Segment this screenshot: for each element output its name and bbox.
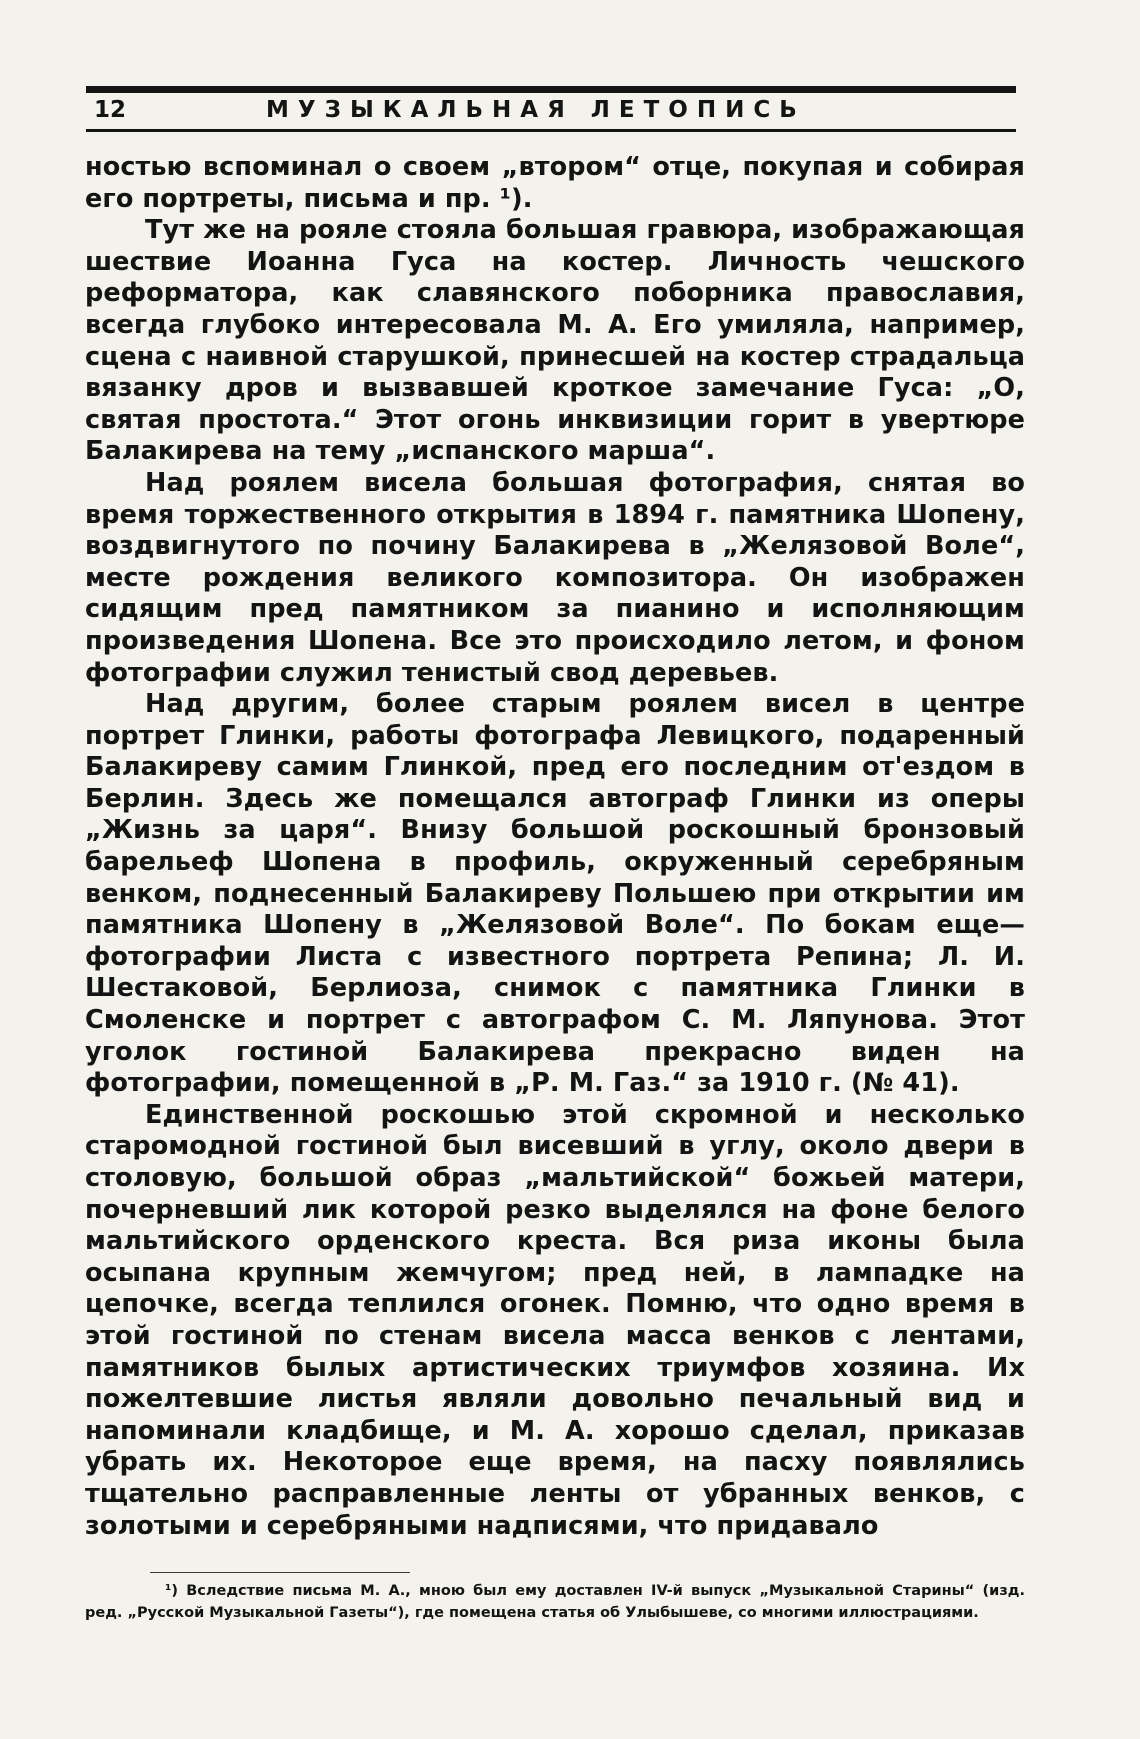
paragraph-continued: ностью вспоминал о своем „втором“ отце, покупая и собирая его портреты, письма и пр. ¹). <box>85 152 1025 214</box>
page-header <box>86 97 1016 131</box>
paragraph: Над другим, более старым роялем висел в центре портрет Глинки, работы фотографа Левицкого, подаренный Балакиреву самим Глинкой, пред его последним от'ездом в Берлин. Здесь же помещался автограф Глинки из оперы „Жизнь за царя“. Внизу большой роскошный бронзовый барельеф Шопена в профиль, окруженный серебряным венком, поднесенный Балакиреву Польшею при открытии им памятника Шопену в „Желязовой Воле“. По бокам еще—фотографии Листа с известного портрета Репина; Л. И. Шестаковой, Берлиоза, снимок с памятника Глинки в Смоленске и портрет с автографом С. М. Ляпунова. Этот уголок гостиной Балакирева прекрасно виден на фотографии, помещенной в „Р. М. Газ.“ за 1910 г. (№ 41). <box>85 689 1025 1099</box>
footnote-text: ¹) Вследствие письма М. А., мною был ему доставлен IV-й выпуск „Музыкальной Старины“ (изд. ред. „Русской Музыкальной Газеты“), где помещена статья об Улыбышеве, со многими иллюстрациями. <box>85 1583 1025 1621</box>
footnote-divider <box>150 1572 410 1573</box>
header-top-rule <box>86 86 1016 93</box>
footnote <box>85 1580 1025 1624</box>
running-title: МУЗЫКАЛЬНАЯ ЛЕТОПИСЬ <box>266 97 806 123</box>
header-bottom-rule <box>86 129 1016 132</box>
paragraph: Над роялем висела большая фотография, снятая во время торжественного открытия в 1894 г. памятника Шопену, воздвигнутого по почину Балакирева в „Желязовой Воле“, месте рождения великого композитора. Он изображен сидящим пред памятником за пианино и исполняющим произведения Шопена. Все это происходило летом, и фоном фотографии служил тенистый свод деревьев. <box>85 467 1025 688</box>
paragraph: Тут же на рояле стояла большая гравюра, изображающая шествие Иоанна Гуса на костер. Личность чешского реформатора, как славянского поборника православия, всегда глубоко интересовала М. А. Его умиляла, например, сцена с наивной старушкой, принесшей на костер страдальца вязанку дров и вызвавшей кроткое замечание Гуса: „О, святая простота.“ Этот огонь инквизиции горит в увертюре Балакирева на тему „испанского марша“. <box>85 215 1025 467</box>
paragraph: Единственной роскошью этой скромной и несколько старомодной гостиной был висевший в углу, около двери в столовую, большой образ „мальтийской“ божьей матери, почерневший лик которой резко выделялся на фоне белого мальтийского орденского креста. Вся риза иконы была осыпана крупным жемчугом; пред ней, в лампадке на цепочке, всегда теплился огонек. Помню, что одно время в этой гостиной по стенам висела масса венков с лентами, памятников былых артистических триумфов хозяина. Их пожелтевшие листья являли довольно печальный вид и напоминали кладбище, и М. А. хорошо сделал, приказав убрать их. Некоторое еще время, на пасху появлялись тщательно расправленные ленты от убранных венков, с золотыми и серебряными надписями, что придавало <box>85 1099 1025 1541</box>
body-text <box>85 152 1025 1542</box>
page-number: 12 <box>94 97 127 123</box>
